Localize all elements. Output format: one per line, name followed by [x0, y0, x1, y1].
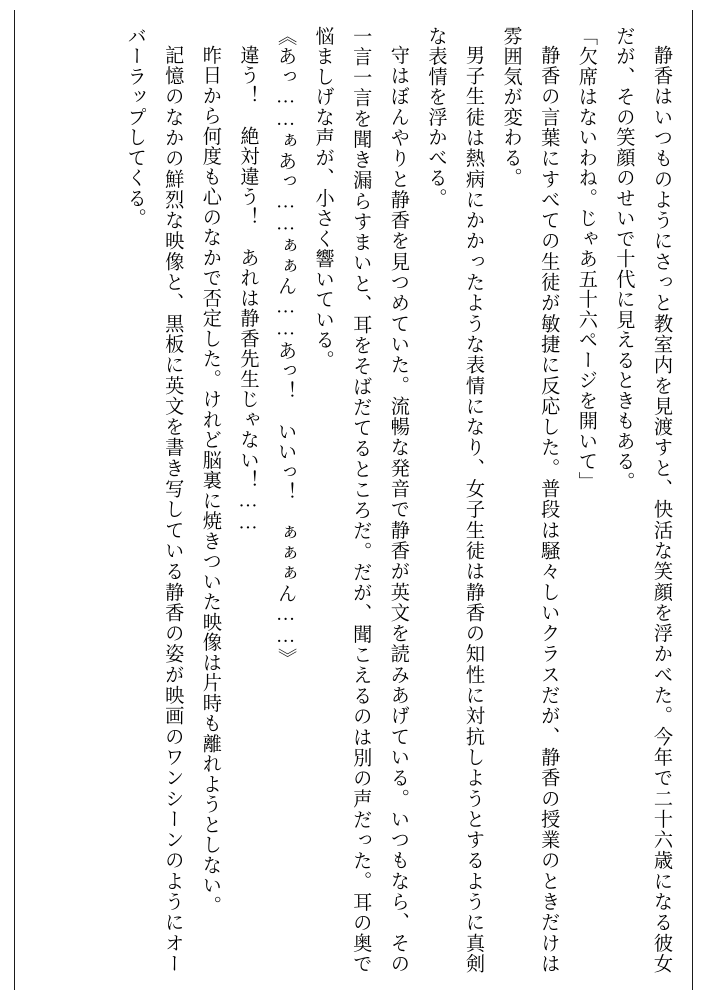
paragraph-dialogue: 「欠席はないわね。じゃあ五十六ページを開いて」	[575, 26, 597, 492]
paragraph: 守はぼんやりと静香を見つめていた。流暢な発音で静香が英文を読みあげている。いつもなら、その一言一言を聞き漏らすまいと、耳をそばだてるところだ。だが、聞こえるのは別の声だった。耳の奥で悩ましげな声が、小さく響いている。	[312, 26, 409, 974]
paragraph-exclamation: 違う！ 絶対違う！ あれは静香先生じゃない！……	[237, 45, 259, 535]
paragraph-inner-voice: 《あっ……ぁあっ……ぁぁん……あっ！ いいっ！ ぁぁぁん……》	[275, 26, 297, 669]
paragraph: 静香の言葉にすべての生徒が敏捷に反応した。普段は騒々しいクラスだが、静香の授業のときだけは雰囲気が変わる。	[500, 26, 560, 974]
paragraph: 静香はいつものようにさっと教室内を見渡すと、快活な笑顔を浮かべた。今年で二十六歳になる彼女だが、その笑顔のせいで十代に見えるときもある。	[613, 26, 672, 974]
paragraph: 記憶のなかの鮮烈な映像と、黒板に英文を書き写している静香の姿が映画のワンシーンのようにオーバーラップしてくる。	[124, 26, 184, 974]
paragraph: 男子生徒は熱病にかかったような表情になり、女子生徒は静香の知性に対抗しようとするように真剣な表情を浮かべる。	[425, 26, 485, 974]
vertical-text-body	[28, 26, 680, 974]
paragraph: 昨日から何度も心のなかで否定した。けれど脳裏に焼きついた映像は片時も離れようとしない。	[199, 45, 221, 916]
